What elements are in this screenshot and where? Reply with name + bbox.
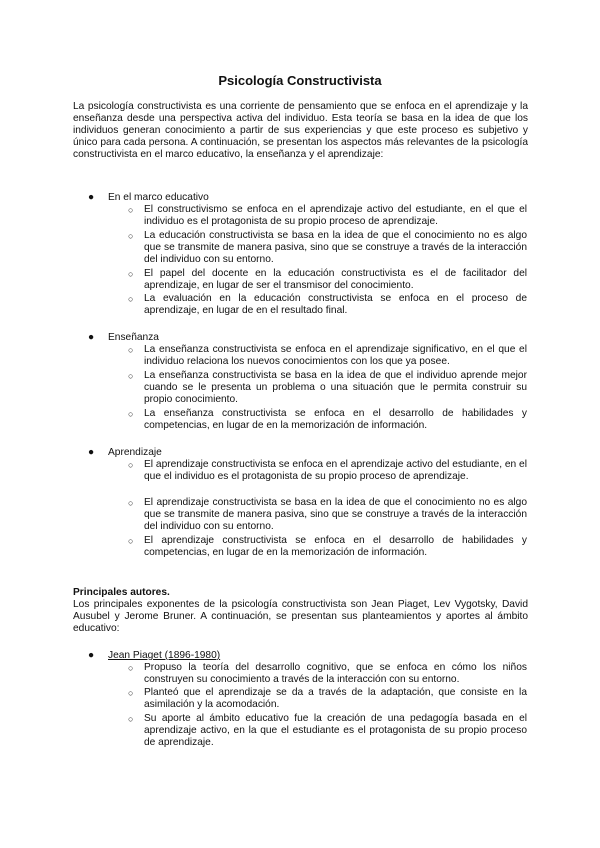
sub-bullet-icon: ○	[128, 345, 134, 355]
sub-bullet-icon: ○	[128, 688, 134, 698]
list-item-text: La enseñanza constructivista se basa en la idea de que el individuo aprende mejor cuando se le presenta un problema o una situación que le permita construir su propio conocimiento.	[144, 370, 527, 406]
list-item-text: La enseñanza constructivista se enfoca en el aprendizaje significativo, en el que el individuo relaciona los nuevos conocimientos con los que ya posee.	[144, 344, 527, 368]
list-item-text: El aprendizaje constructivista se basa en la idea de que el conocimiento no es algo que se transmite de manera pasiva, sino que se construye a través de la interacción del individuo con su entorno.	[144, 497, 527, 533]
authors-paragraph: Los principales exponentes de la psicología constructivista son Jean Piaget, Lev Vygotsky, David Ausubel y Jerome Bruner. A continuación, se presentan sus planteamientos y aportes al ámbito educativo:	[73, 599, 528, 635]
sub-bullet-icon: ○	[128, 714, 134, 724]
sub-bullet-icon: ○	[128, 536, 134, 546]
list-item-text: La educación constructivista se basa en la idea de que el conocimiento no es algo que se transmite de manera pasiva, sino que se construye a través de la interacción del individuo con su entorno.	[144, 230, 527, 266]
list-item-text: El constructivismo se enfoca en el aprendizaje activo del estudiante, en el que el individuo es el protagonista de su propio proceso de aprendizaje.	[144, 204, 527, 228]
section-label: Enseñanza	[108, 332, 159, 343]
intro-paragraph: La psicología constructivista es una corriente de pensamiento que se enfoca en el aprendizaje y la enseñanza desde una perspectiva activa del individuo. Esta teoría se basa en la idea de que los individuos generan conocimiento a partir de sus experiencias y que este proceso es subjetivo y único para cada persona. A continuación, se presentan los aspectos más relevantes de la psicología constructivista en el marco educativo, la enseñanza y el aprendizaje:	[73, 101, 528, 161]
sub-bullet-icon: ○	[128, 269, 134, 279]
list-item-text: Su aporte al ámbito educativo fue la creación de una pedagogía basada en el aprendizaje activo, en la que el estudiante es el protagonista de su propio proceso de aprendizaje.	[144, 713, 527, 749]
author-label: Jean Piaget (1896-1980)	[108, 650, 221, 661]
section-label: En el marco educativo	[108, 192, 209, 203]
bullet-icon: ●	[88, 332, 95, 343]
sub-bullet-icon: ○	[128, 409, 134, 419]
list-item-text: La evaluación en la educación constructivista se enfoca en el proceso de aprendizaje, en lugar de en el resultado final.	[144, 293, 527, 317]
sub-bullet-icon: ○	[128, 371, 134, 381]
authors-heading: Principales autores.	[73, 587, 170, 598]
list-item-text: El aprendizaje constructivista se enfoca en el desarrollo de habilidades y competencias, en lugar de en la memorización de información.	[144, 535, 527, 559]
bullet-icon: ●	[88, 447, 95, 458]
list-item-text: Propuso la teoría del desarrollo cognitivo, que se enfoca en cómo los niños construyen su conocimiento a través de la interacción con su entorno.	[144, 662, 527, 686]
sub-bullet-icon: ○	[128, 498, 134, 508]
list-item-text: El papel del docente en la educación constructivista es el de facilitador del aprendizaje, en lugar de ser el transmisor del conocimiento.	[144, 268, 527, 292]
sub-bullet-icon: ○	[128, 231, 134, 241]
page-title: Psicología Constructivista	[218, 73, 382, 88]
sub-bullet-icon: ○	[128, 460, 134, 470]
list-item-text: Planteó que el aprendizaje se da a través de la adaptación, que consiste en la asimilación y la acomodación.	[144, 687, 527, 711]
list-item-text: El aprendizaje constructivista se enfoca en el aprendizaje activo del estudiante, en el que el individuo es el protagonista de su propio proceso de aprendizaje.	[144, 459, 527, 483]
sub-bullet-icon: ○	[128, 205, 134, 215]
sub-bullet-icon: ○	[128, 663, 134, 673]
sub-bullet-icon: ○	[128, 294, 134, 304]
bullet-icon: ●	[88, 192, 95, 203]
list-item-text: La enseñanza constructivista se enfoca en el desarrollo de habilidades y competencias, en lugar de en la memorización de información.	[144, 408, 527, 432]
section-label: Aprendizaje	[108, 447, 162, 458]
bullet-icon: ●	[88, 650, 95, 661]
